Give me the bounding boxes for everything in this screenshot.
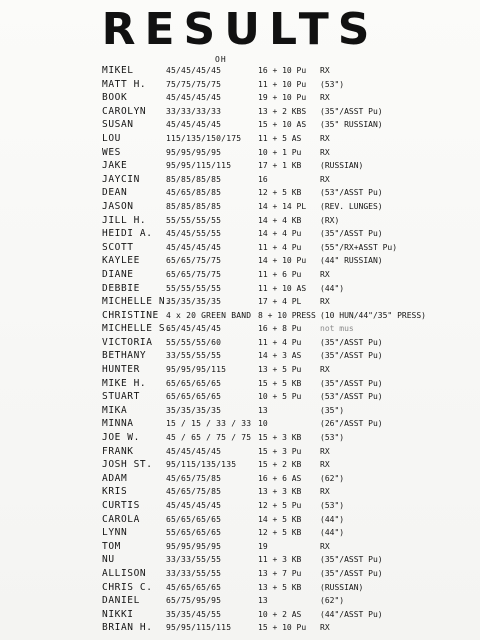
lift-weights: 95/95/115/115: [166, 623, 232, 633]
list-item: [0, 431, 480, 445]
lift-weights: 65/65/75/75: [166, 256, 222, 266]
athlete-name: JILL H.: [102, 214, 147, 226]
scaling-note: (44"): [320, 283, 345, 293]
lift-weights: 45/65/85/85: [166, 188, 222, 198]
athlete-name: JOE W.: [102, 432, 140, 444]
list-item: [0, 282, 480, 296]
scaling-note: (10 HUN/44"/35" PRESS): [320, 310, 426, 320]
wod-score: 16 + 8 Pu: [258, 324, 302, 334]
list-item: [0, 254, 480, 268]
lift-weights: 95/95/95/95: [166, 541, 222, 551]
list-item: [0, 485, 480, 499]
list-item: [0, 377, 480, 391]
scaling-note: (35" RUSSIAN): [320, 120, 383, 130]
list-item: [0, 186, 480, 200]
list-item: [0, 526, 480, 540]
wod-score: 14 + 14 PL: [258, 201, 307, 211]
lift-weights: 65/45/45/45: [166, 324, 222, 334]
scaling-note: RX: [320, 147, 330, 157]
scaling-note: (35"/ASST Pu): [320, 568, 383, 578]
lift-weights: 95/115/135/135: [166, 460, 237, 470]
athlete-name: MINNA: [102, 418, 134, 430]
athlete-name: VICTORIA: [102, 336, 153, 348]
wod-score: 12 + 5 Pu: [258, 501, 302, 510]
wod-score: 11 + 3 KB: [258, 555, 302, 565]
lift-weights: 95/95/95/115: [166, 365, 227, 375]
wod-score: 8 + 10 PRESS: [258, 310, 316, 320]
lift-weights: 33/33/33/33: [166, 106, 222, 116]
scaling-note: RX: [320, 446, 330, 456]
athlete-name: CHRISTINE: [102, 309, 159, 321]
list-item: [0, 322, 480, 336]
list-item: [0, 173, 480, 187]
lift-weights: 45/65/65/65: [166, 582, 222, 592]
wod-score: 10 + 2 AS: [258, 609, 302, 619]
scaling-note: RX: [320, 174, 330, 184]
wod-score: 15 + 10 AS: [258, 120, 307, 130]
athlete-name: CAROLA: [102, 513, 140, 525]
list-item: [0, 268, 480, 282]
wod-score: 15 + 3 Pu: [258, 446, 302, 456]
athlete-name: STUART: [102, 391, 140, 403]
scaling-note: (62"): [320, 596, 345, 606]
list-item: [0, 363, 480, 377]
lift-weights: 85/85/85/85: [166, 174, 222, 184]
lift-weights: 65/65/65/65: [166, 392, 222, 402]
athlete-name: LYNN: [102, 527, 128, 539]
list-item: [0, 458, 480, 472]
athlete-name: KRIS: [102, 486, 128, 498]
scaling-note: not mus: [320, 324, 354, 334]
athlete-name: ADAM: [102, 472, 128, 484]
wod-score: 19 + 10 Pu: [258, 93, 307, 103]
wod-score: 14 + 4 Pu: [258, 229, 302, 239]
scaling-note: RX: [320, 365, 330, 375]
list-item: [0, 553, 480, 567]
wod-score: 12 + 5 KB: [258, 188, 302, 198]
lift-weights: 85/85/85/85: [166, 201, 222, 211]
lift-weights: 33/33/55/55: [166, 555, 222, 565]
scaling-note: (53"): [320, 501, 345, 510]
list-item: [0, 621, 480, 635]
wod-score: 13 + 2 KBS: [258, 106, 307, 116]
lift-weights: 45/65/75/85: [166, 487, 222, 497]
list-item: [0, 159, 480, 173]
scaling-note: (26"/ASST Pu): [320, 419, 383, 429]
wod-score: 11 + 10 AS: [258, 283, 307, 293]
lift-weights: 45 / 65 / 75 / 75: [166, 433, 252, 443]
lift-weights: 33/33/55/55: [166, 568, 222, 578]
lift-weights: 45/45/45/45: [166, 242, 222, 252]
lift-weights: 45/45/45/45: [166, 446, 222, 456]
lift-weights: 35/35/35/35: [166, 297, 222, 307]
list-item: [0, 227, 480, 241]
wod-score: 11 + 4 Pu: [258, 242, 302, 252]
scaling-note: (RUSSIAN): [320, 582, 364, 592]
wod-score: 15 + 10 Pu: [258, 623, 307, 633]
scaling-note: RX: [320, 93, 330, 103]
scaling-note: RX: [320, 487, 330, 497]
wod-score: 19: [258, 541, 268, 551]
list-item: [0, 472, 480, 486]
lift-weights: 65/65/65/65: [166, 514, 222, 524]
scaling-note: (62"): [320, 473, 345, 483]
lift-weights: 45/45/55/55: [166, 229, 222, 239]
list-item: [0, 295, 480, 309]
athlete-name: MATT H.: [102, 78, 147, 90]
scaling-note: (44" RUSSIAN): [320, 256, 383, 266]
list-item: [0, 309, 480, 323]
wod-score: 11 + 6 Pu: [258, 269, 302, 279]
list-item: [0, 241, 480, 255]
lift-weights: 35/35/45/55: [166, 609, 222, 619]
athlete-name: JAKE: [102, 160, 128, 172]
athlete-name: BETHANY: [102, 350, 147, 362]
scaling-note: (35"/ASST Pu): [320, 337, 383, 347]
wod-score: 14 + 4 KB: [258, 215, 302, 225]
athlete-name: HEIDI A.: [102, 228, 153, 240]
athlete-name: DEAN: [102, 187, 128, 199]
scaling-note: (RUSSIAN): [320, 161, 364, 171]
page-title: RESULTS: [101, 4, 379, 55]
scaling-note: (44"): [320, 528, 345, 538]
list-item: [0, 445, 480, 459]
lift-weights: 75/75/75/75: [166, 79, 222, 89]
athlete-name: LOU: [102, 132, 121, 144]
wod-score: 11 + 4 Pu: [258, 337, 302, 347]
lift-weights: 45/45/45/45: [166, 120, 222, 130]
athlete-name: HUNTER: [102, 364, 140, 376]
scaling-note: RX: [320, 133, 330, 143]
list-item: [0, 390, 480, 404]
wod-score: 10 + 5 Pu: [258, 392, 302, 402]
scaling-note: (35"/ASST Pu): [320, 378, 383, 388]
wod-score: 10: [258, 419, 268, 429]
wod-score: 16 + 10 Pu: [258, 66, 307, 75]
athlete-name: MICHELLE S.: [102, 323, 172, 335]
wod-score: 15 + 2 KB: [258, 460, 302, 470]
lift-weights: 65/65/65/65: [166, 378, 222, 388]
scaling-note: (35"/ASST Pu): [320, 351, 383, 361]
athlete-name: TOM: [102, 540, 121, 552]
scaling-note: RX: [320, 623, 330, 633]
scaling-note: RX: [320, 269, 330, 279]
athlete-name: MIKEL: [102, 65, 134, 76]
athlete-name: BOOK: [102, 92, 128, 104]
scaling-note: (53"/ASST Pu): [320, 392, 383, 402]
athlete-name: MIKE H.: [102, 377, 147, 389]
scaling-note: (55"/RX+ASST Pu): [320, 242, 398, 252]
list-item: [0, 540, 480, 554]
athlete-name: BRIAN H.: [102, 622, 153, 634]
list-item: [0, 404, 480, 418]
lift-weights: 35/35/35/35: [166, 405, 222, 415]
column-subhead: OH: [215, 55, 227, 64]
wod-score: 16: [258, 174, 268, 184]
lift-weights: 45/45/45/45: [166, 66, 222, 75]
lift-weights: 55/55/55/55: [166, 283, 222, 293]
lift-weights: 55/55/55/55: [166, 215, 222, 225]
athlete-name: CHRIS C.: [102, 581, 153, 593]
list-item: [0, 417, 480, 431]
wod-score: 15 + 3 KB: [258, 433, 302, 443]
list-item: [0, 78, 480, 92]
lift-weights: 33/55/55/55: [166, 351, 222, 361]
wod-score: 17 + 1 KB: [258, 161, 302, 171]
athlete-name: DIANE: [102, 268, 134, 280]
wod-score: 17 + 4 PL: [258, 297, 302, 307]
list-item: [0, 581, 480, 595]
athlete-name: WES: [102, 146, 121, 158]
athlete-name: FRANK: [102, 445, 134, 457]
wod-score: 13 + 7 Pu: [258, 568, 302, 578]
scaling-note: (44"): [320, 514, 345, 524]
lift-weights: 115/135/150/175: [166, 133, 242, 143]
wod-score: 13 + 3 KB: [258, 487, 302, 497]
wod-score: 16 + 6 AS: [258, 473, 302, 483]
list-item: [0, 132, 480, 146]
athlete-name: CURTIS: [102, 500, 140, 511]
athlete-name: SUSAN: [102, 119, 134, 131]
list-item: [0, 594, 480, 608]
athlete-name: SCOTT: [102, 241, 134, 253]
athlete-name: JOSH ST.: [102, 459, 153, 471]
athlete-name: MICHELLE N.: [102, 296, 172, 308]
lift-weights: 4 x 20 GREEN BAND: [166, 310, 252, 320]
lift-weights: 95/95/115/115: [166, 161, 232, 171]
results-list: [0, 64, 480, 635]
lift-weights: 55/55/55/60: [166, 337, 222, 347]
list-item: [0, 105, 480, 119]
list-item: [0, 118, 480, 132]
wod-score: 11 + 5 AS: [258, 133, 302, 143]
wod-score: 13 + 5 KB: [258, 582, 302, 592]
wod-score: 10 + 1 Pu: [258, 147, 302, 157]
scaling-note: RX: [320, 460, 330, 470]
wod-score: 14 + 5 KB: [258, 514, 302, 524]
scaling-note: (35"): [320, 405, 345, 415]
list-item: [0, 608, 480, 622]
athlete-name: NU: [102, 554, 115, 566]
lift-weights: 15 / 15 / 33 / 33: [166, 419, 252, 429]
wod-score: 11 + 10 Pu: [258, 79, 307, 89]
athlete-name: NIKKI: [102, 608, 134, 620]
wod-score: 13: [258, 596, 268, 606]
scaling-note: (44"/ASST Pu): [320, 609, 383, 619]
lift-weights: 45/45/45/45: [166, 93, 222, 103]
lift-weights: 55/65/65/65: [166, 528, 222, 538]
athlete-name: ALLISON: [102, 567, 147, 579]
scaling-note: (35"/ASST Pu): [320, 106, 383, 116]
lift-weights: 65/75/95/95: [166, 596, 222, 606]
lift-weights: 45/65/75/85: [166, 473, 222, 483]
wod-score: 14 + 10 Pu: [258, 256, 307, 266]
wod-score: 13 + 5 Pu: [258, 365, 302, 375]
list-item: [0, 200, 480, 214]
scaling-note: (REV. LUNGES): [320, 201, 383, 211]
athlete-name: JAYCIN: [102, 173, 140, 185]
lift-weights: 95/95/95/95: [166, 147, 222, 157]
scaling-note: RX: [320, 297, 330, 307]
list-item: [0, 146, 480, 160]
athlete-name: DANIEL: [102, 595, 140, 607]
athlete-name: KAYLEE: [102, 255, 140, 267]
list-item: [0, 64, 480, 78]
wod-score: 12 + 5 KB: [258, 528, 302, 538]
athlete-name: JASON: [102, 200, 134, 212]
list-item: [0, 336, 480, 350]
lift-weights: 45/45/45/45: [166, 501, 222, 510]
list-item: [0, 214, 480, 228]
list-item: [0, 513, 480, 527]
wod-score: 13: [258, 405, 268, 415]
athlete-name: CAROLYN: [102, 105, 147, 117]
scaling-note: (RX): [320, 215, 340, 225]
scaling-note: (53"/ASST Pu): [320, 188, 383, 198]
scaling-note: (53"): [320, 433, 345, 443]
scaling-note: (35"/ASST Pu): [320, 555, 383, 565]
athlete-name: MIKA: [102, 404, 128, 416]
wod-score: 15 + 5 KB: [258, 378, 302, 388]
lift-weights: 65/65/75/75: [166, 269, 222, 279]
wod-score: 14 + 3 AS: [258, 351, 302, 361]
athlete-name: DEBBIE: [102, 282, 140, 294]
scaling-note: (53"): [320, 79, 345, 89]
scaling-note: RX: [320, 541, 330, 551]
list-item: [0, 567, 480, 581]
scaling-note: RX: [320, 66, 330, 75]
scaling-note: (35"/ASST Pu): [320, 229, 383, 239]
list-item: [0, 91, 480, 105]
list-item: [0, 499, 480, 513]
list-item: [0, 349, 480, 363]
